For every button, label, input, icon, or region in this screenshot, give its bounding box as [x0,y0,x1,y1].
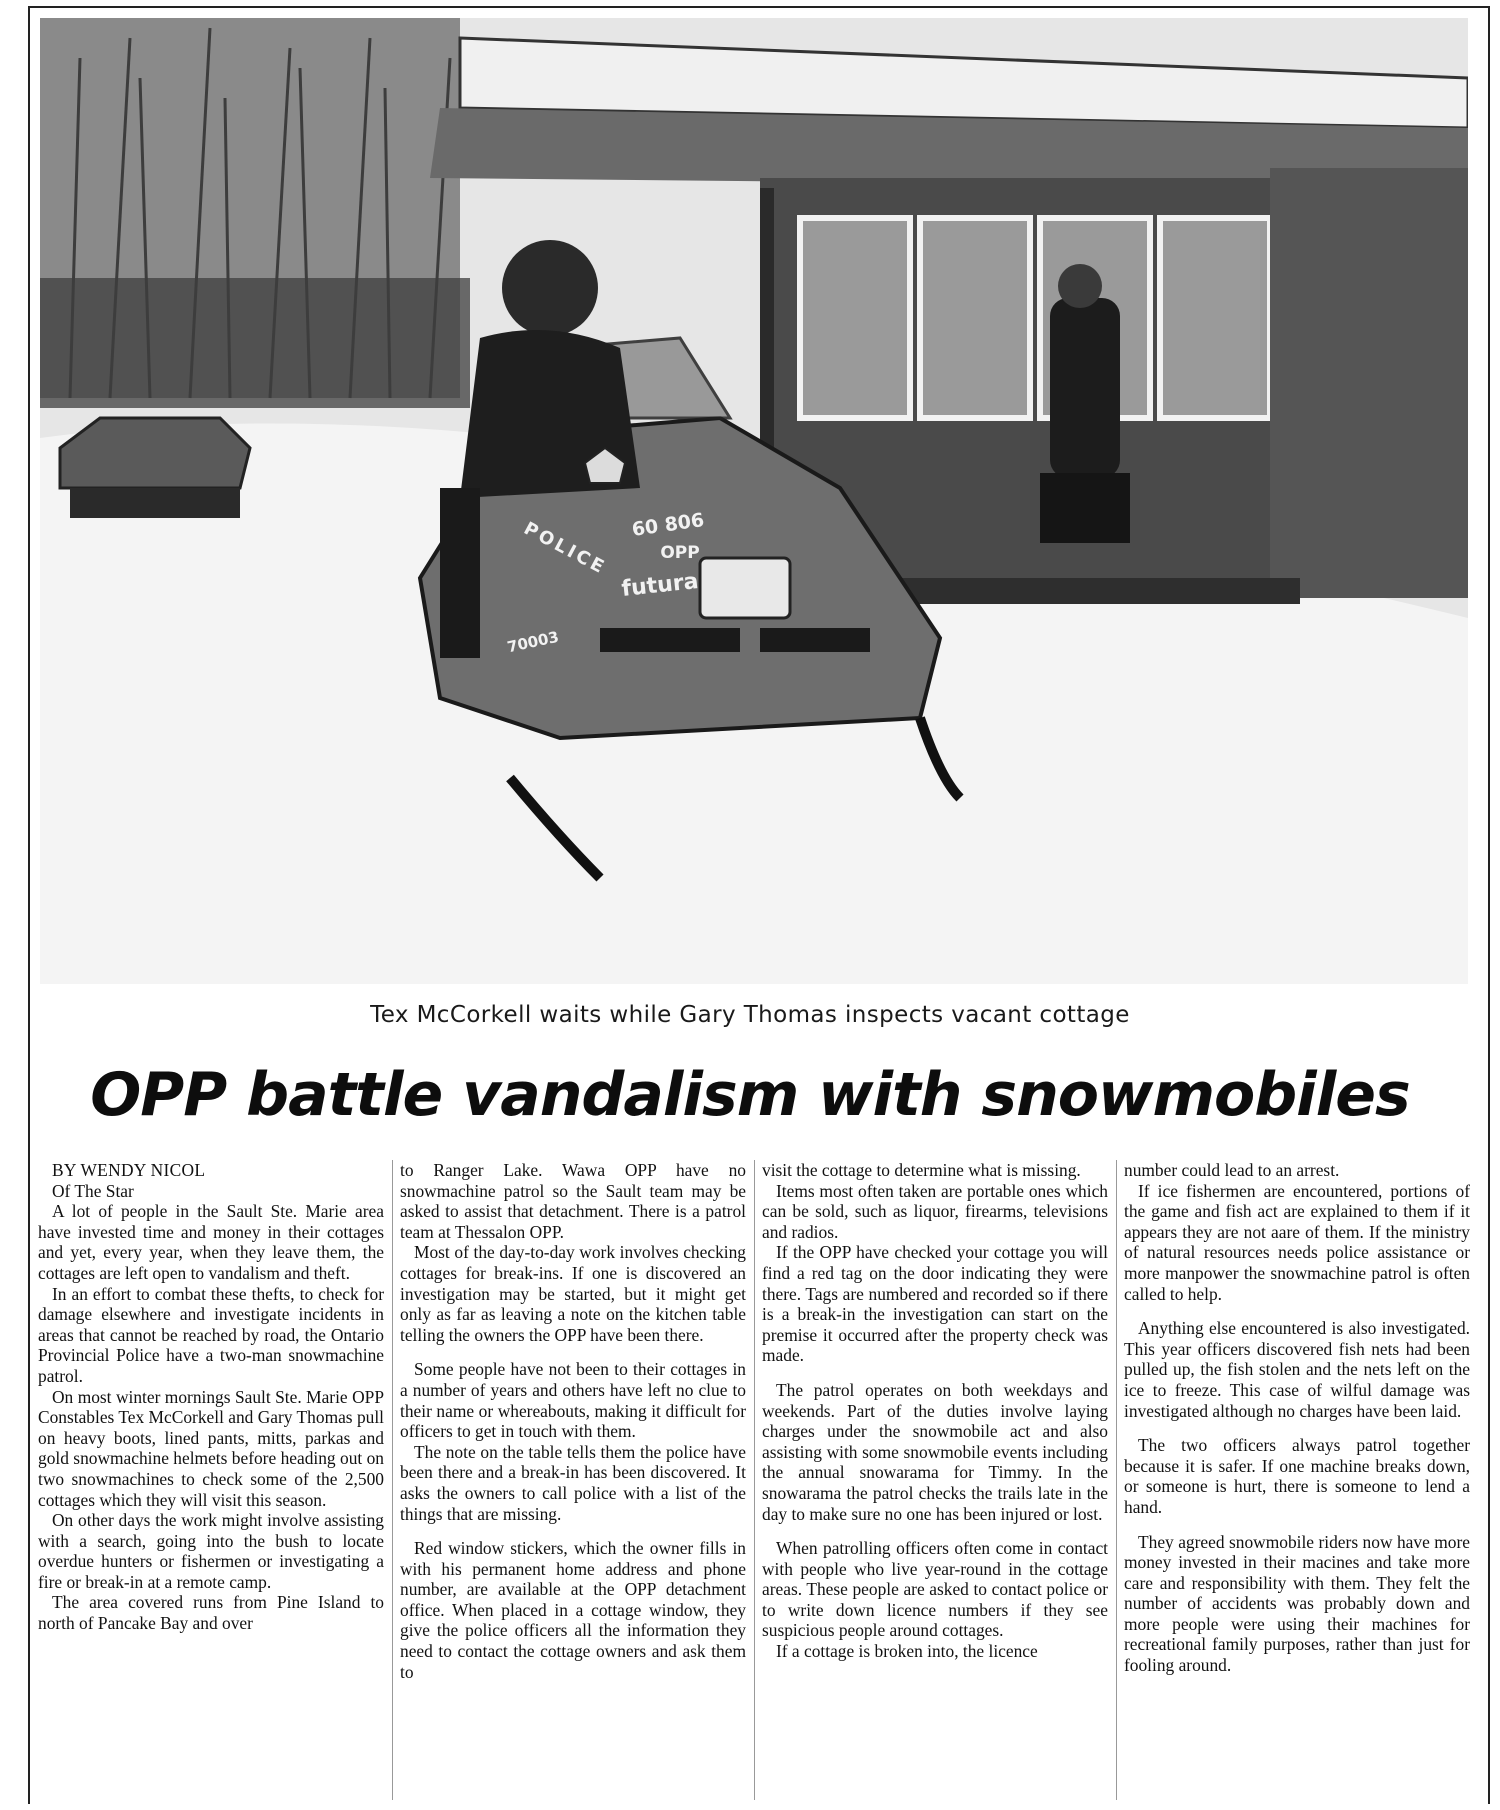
sled-police-text: POLICE [520,518,610,579]
article-paragraph: If a cottage is broken into, the licence [776,1641,1038,1662]
article-paragraph: On most winter mornings Sault Ste. Marie OPP Constables Tex McCorkell and Gary Thomas pull on heavy boots, lined pants, mitts, parkas and gold snowmachine helmets before heading out on two snowmachines to check some of the 2,500 cottages which they will visit this season. [38,1386,384,1510]
article-paragraph: If ice fishermen are encountered, portions of the game and fish act are explained to them if it appears they are not aare of them. If the ministry of natural resources needs police assistance or more manpower the snowmachine patrol is often called to help. [1124,1180,1470,1304]
column-rule [1116,1160,1117,1800]
article-paragraph: The area covered runs from Pine Island to north of Pancake Bay and over [38,1592,384,1634]
column-rule [392,1160,393,1800]
article-paragraph: Most of the day-to-day work involves checking cottages for break-ins. If one is discovered an investigation may be started, but it might get only as far as leaving a note on the kitchen table telling the owners the OPP have been there. [400,1242,746,1345]
headline: OPP battle vandalism with snowmobiles [90,1060,1410,1130]
article-paragraph: They agreed snowmobile riders now have more money invested in their macines and take more care and responsibility with them. They felt the number of accidents was probably down and more people were using their machines for recreational family purposes, rather than just for fooling around. [1124,1531,1470,1676]
article-column-3 [762,1160,1108,1800]
sled-opp-text: OPP [660,543,700,563]
article-column-4 [1124,1160,1470,1800]
article-paragraph: Anything else encountered is also investigated. This year officers discovered fish nets had been pulled up, the fish stolen and the nets left on the ice to freeze. This case of wilful damage was investigated although no charges have been laid. [1124,1318,1470,1421]
sled-unit-text: 70003 [505,627,561,657]
article-paragraph: Red window stickers, which the owner fills in with his permanent home address and phone number, are available at the OPP detachment office. When placed in a cottage window, they give the police officers all the information they need to contact the cottage owners and ask them to [400,1538,746,1682]
article-column-2 [400,1160,746,1800]
byline: BY WENDY NICOL [52,1160,206,1180]
article-paragraph: In an effort to combat these thefts, to check for damage elsewhere and investigate incidents in areas that cannot be reached by road, the Ontario Provincial Police have a two-man snowmachine patrol. [38,1283,384,1386]
byline-source: Of The Star [52,1180,134,1201]
article-paragraph: to Ranger Lake. Wawa OPP have no snowmachine patrol so the Sault team may be asked to assist that detachment. There is a patrol team at Thessalon OPP. [400,1160,746,1242]
sled-brand-text: futura [620,569,700,602]
article-paragraph: The two officers always patrol together because it is safer. If one machine breaks down, or someone is hurt, there is someone to lend a hand. [1124,1435,1470,1517]
column-paragraphs [38,1201,384,1633]
article-paragraph: When patrolling officers often come in contact with people who live year-round in the cottage areas. These people are asked to contact police or to write down licence numbers if they see suspicious people around cottages. [762,1538,1108,1641]
winter-snowmobile-photo-icon [40,18,1468,984]
article-paragraph: number could lead to an arrest. [1124,1160,1340,1180]
article-paragraph: visit the cottage to determine what is missing. [762,1160,1081,1180]
article-column-1 [38,1160,384,1800]
column-paragraphs [762,1160,1108,1662]
news-photo [40,18,1468,984]
photo-caption: Tex McCorkell waits while Gary Thomas inspects vacant cottage [370,1002,1130,1028]
article-paragraph: If the OPP have checked your cottage you will find a red tag on the door indicating they were there. Tags are numbered and recorded so if there is a break-in the investigation can start on the premise it occurred after the property check was made. [762,1242,1108,1366]
column-paragraphs [1124,1160,1470,1676]
article-paragraph: A lot of people in the Sault Ste. Marie area have invested time and money in their cottages and yet, every year, when they leave them, the cottages are left open to vandalism and theft. [38,1201,384,1283]
article-paragraph: The note on the table tells them the police have been there and a break-in has been discovered. It asks the owners to call police with a list of the things that are missing. [400,1441,746,1524]
article-paragraph: Some people have not been to their cottages in a number of years and others have left no clue to their name or whereabouts, making it difficult for officers to get in touch with them. [400,1359,746,1442]
article-paragraph: The patrol operates on both weekdays and weekends. Part of the duties involve laying charges under the snowmobile act and also assisting with some snowmobile events including the annual snowarama for Timmy. In the snowarama the patrol checks the trails late in the day to make sure no one has been injured or lost. [762,1379,1108,1524]
article-paragraph: Items most often taken are portable ones which can be sold, such as liquor, firearms, televisions and radios. [762,1180,1108,1242]
column-paragraphs [400,1160,746,1682]
column-rule [754,1160,755,1800]
sled-number-text: 60 806 [630,509,706,541]
article-paragraph: On other days the work might involve assisting with a search, going into the bush to locate overdue hunters or fishermen or investigating a fire or break-in at a remote camp. [38,1510,384,1592]
